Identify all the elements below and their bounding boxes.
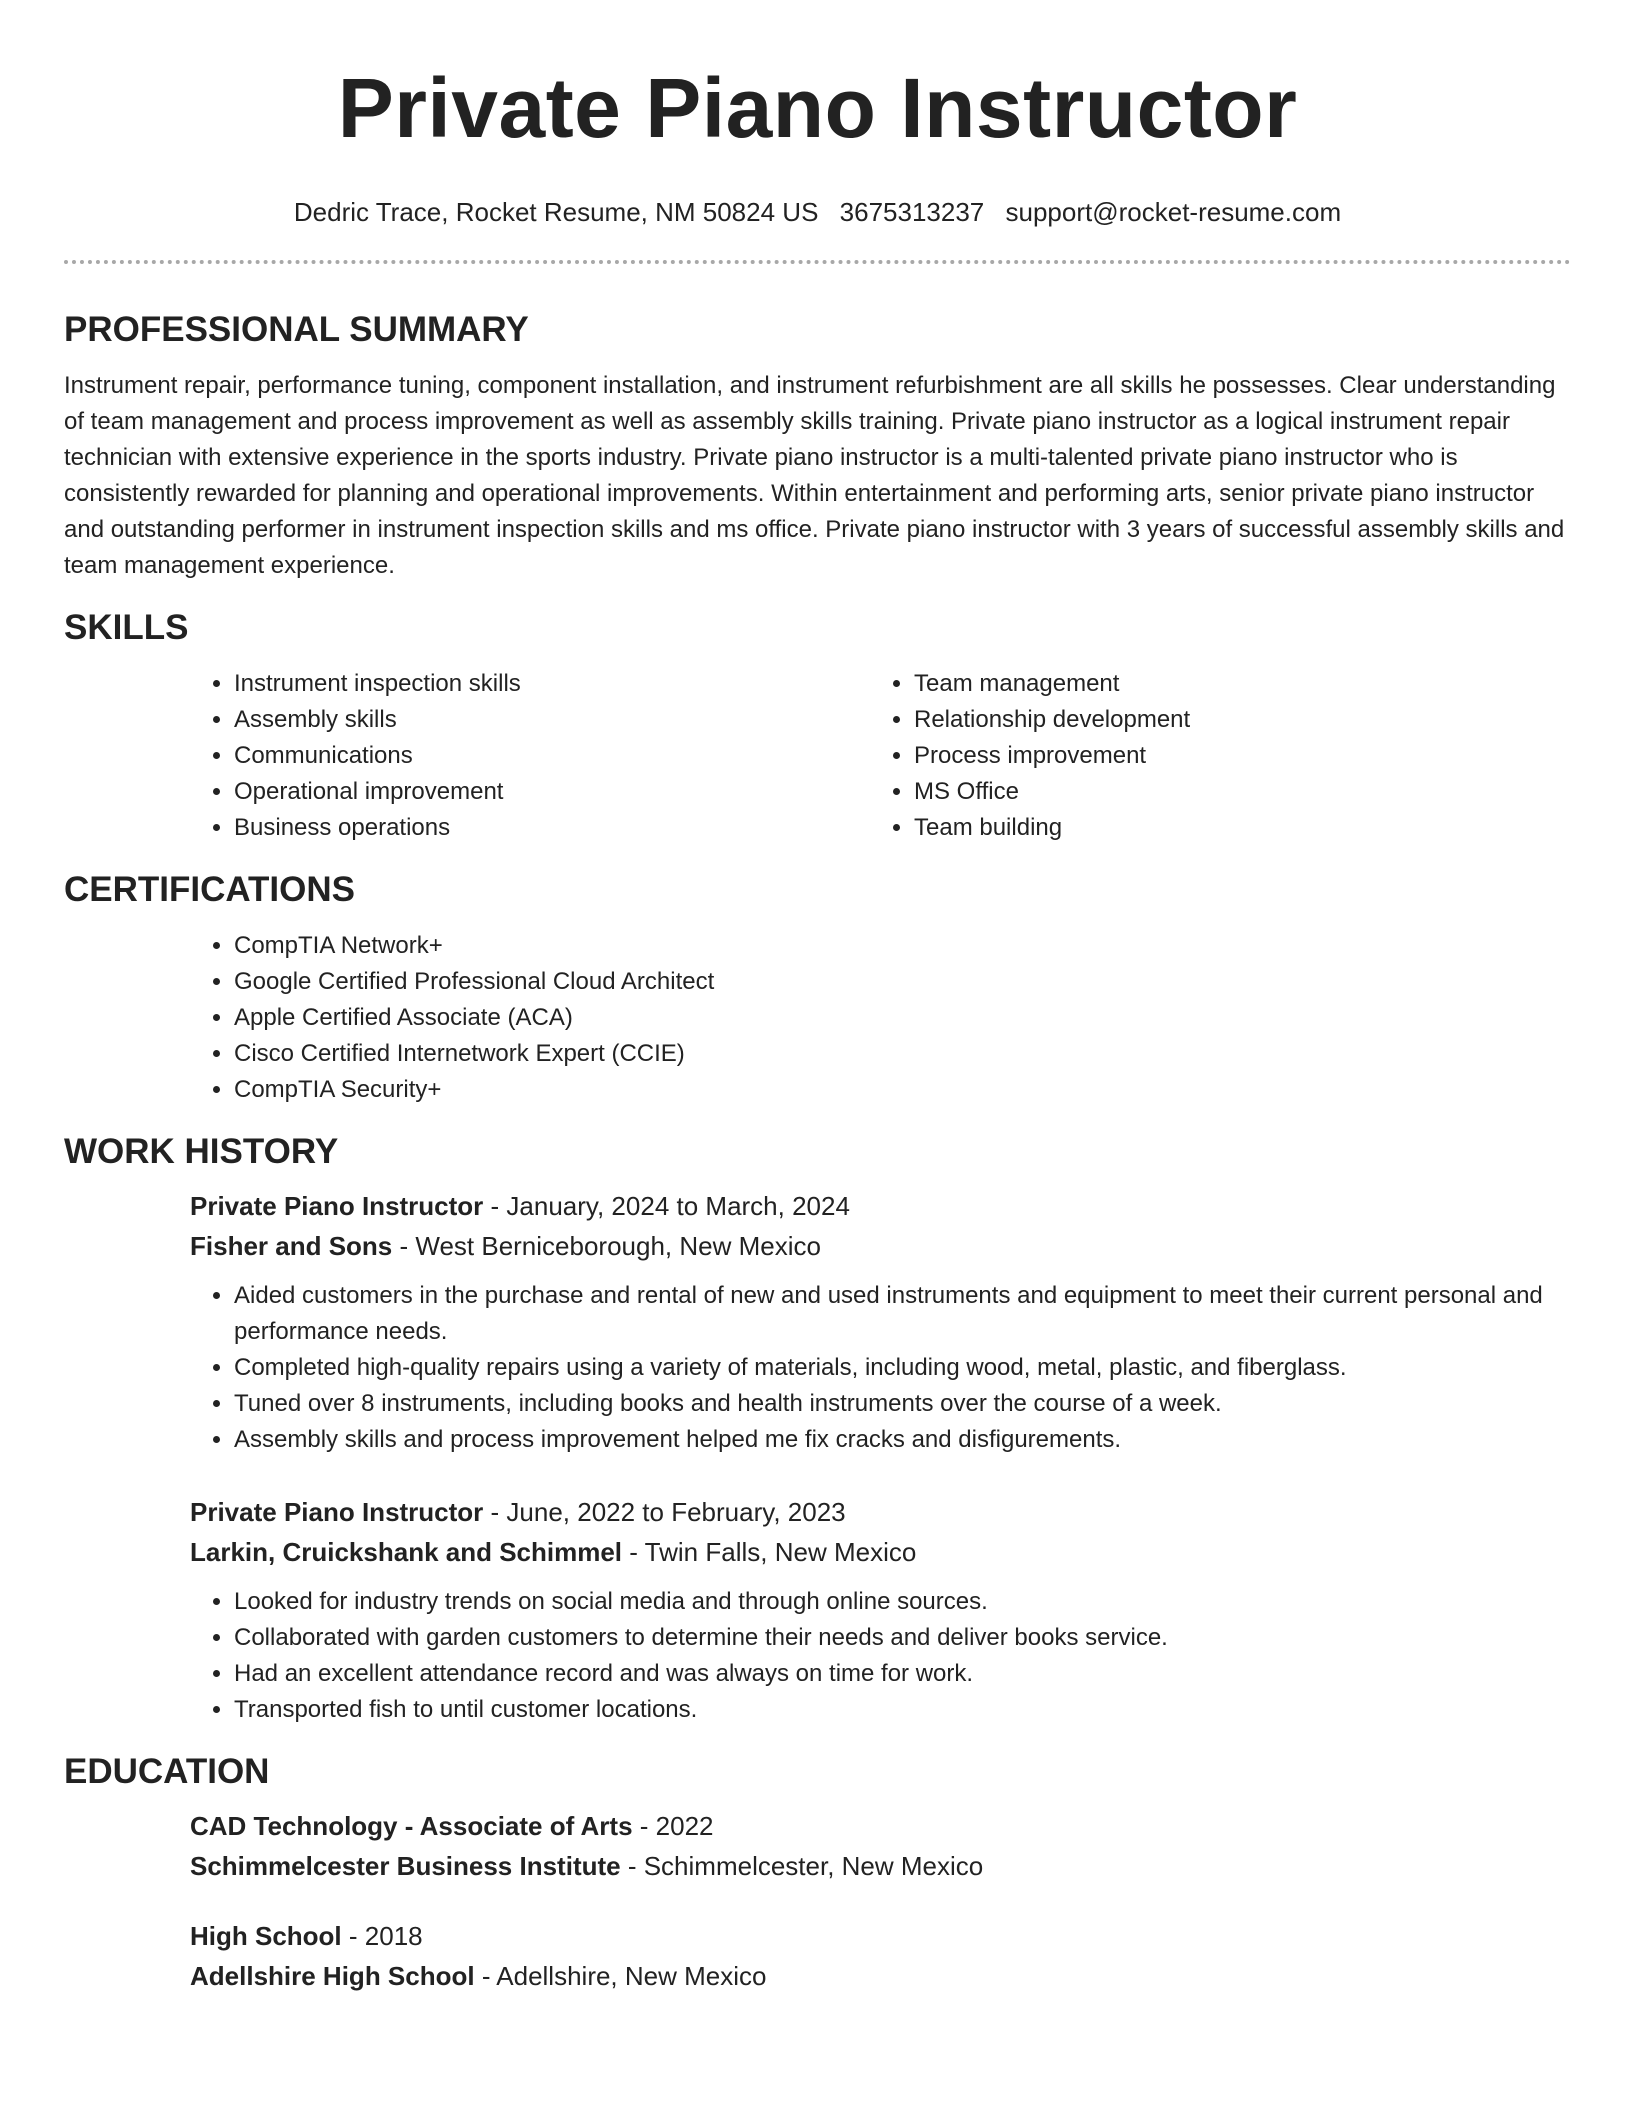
job-company: Larkin, Cruickshank and Schimmel [190, 1537, 623, 1567]
job-dates: - June, 2022 to February, 2023 [483, 1497, 846, 1527]
skill-item: • Communications [234, 738, 870, 774]
job-location: - Twin Falls, New Mexico [622, 1537, 917, 1567]
education-entry [190, 1916, 1571, 1996]
job-title: Private Piano Instructor [190, 1191, 484, 1221]
resume-title: Private Piano Instructor [337, 61, 1298, 155]
skills-list [190, 666, 1571, 846]
skills-column-left [190, 666, 870, 846]
skill-item: • Operational improvement [234, 774, 870, 810]
education-degree: CAD Technology - Associate of Arts [190, 1811, 633, 1841]
contact-line [64, 194, 1571, 230]
education-heading: EDUCATION [64, 1752, 270, 1791]
education-location: - Schimmelcester, New Mexico [620, 1851, 984, 1881]
job-company-line [190, 1532, 1571, 1572]
job-bullet: • Tuned over 8 instruments, including books and health instruments over the course of a week. [234, 1386, 1571, 1422]
job-bullet: • Looked for industry trends on social media and through online sources. [234, 1584, 1571, 1620]
job-bullet: • Assembly skills and process improvement helped me fix cracks and disfigurements. [234, 1422, 1571, 1458]
certification-item: • CompTIA Security+ [234, 1072, 1571, 1108]
job-entry [190, 1186, 1571, 1458]
summary-heading: PROFESSIONAL SUMMARY [64, 310, 529, 349]
contact-phone: 3675313237 [839, 197, 985, 227]
contact-email: support@rocket-resume.com [1005, 197, 1342, 227]
job-company: Fisher and Sons [190, 1231, 393, 1261]
job-title-line [190, 1492, 1571, 1532]
certification-item: • Apple Certified Associate (ACA) [234, 1000, 1571, 1036]
education-school-line [190, 1846, 1571, 1886]
job-bullet: • Aided customers in the purchase and rental of new and used instruments and equipment to meet their current personal and performance needs. [234, 1278, 1571, 1350]
job-bullet: • Completed high-quality repairs using a variety of materials, including wood, metal, plastic, and fiberglass. [234, 1350, 1571, 1386]
job-title-line [190, 1186, 1571, 1226]
job-bullet: • Had an excellent attendance record and was always on time for work. [234, 1656, 1571, 1692]
education-school: Schimmelcester Business Institute [190, 1851, 621, 1881]
skills-column-right [870, 666, 1550, 846]
header-divider [64, 260, 1571, 264]
education-year: - 2018 [341, 1921, 423, 1951]
skill-item: • Team building [914, 810, 1550, 846]
certifications-heading: CERTIFICATIONS [64, 870, 356, 909]
education-school: Adellshire High School [190, 1961, 475, 1991]
resume-page [64, 0, 1571, 1996]
education-location: - Adellshire, New Mexico [474, 1961, 767, 1991]
education-degree-line [190, 1916, 1571, 1956]
job-bullet: • Transported fish to until customer locations. [234, 1692, 1571, 1728]
education-degree: High School [190, 1921, 342, 1951]
skill-item: • Process improvement [914, 738, 1550, 774]
job-bullet: • Collaborated with garden customers to determine their needs and deliver books service. [234, 1620, 1571, 1656]
skill-item: • Team management [914, 666, 1550, 702]
contact-address: Dedric Trace, Rocket Resume, NM 50824 US [293, 197, 819, 227]
certifications-list [190, 928, 1571, 1108]
job-location: - West Berniceborough, New Mexico [392, 1231, 821, 1261]
skill-item: • MS Office [914, 774, 1550, 810]
summary-text: Instrument repair, performance tuning, component installation, and instrument refurbishment are all skills he possesses. Clear understanding of team management and process improvement as well as assembly skills training. Private piano instructor as a logical instrument repair technician with extensive experience in the sports industry. Private piano instructor is a multi-talented private piano instructor who is consistently rewarded for planning and operational improvements. Within entertainment and performing arts, senior private piano instructor and outstanding performer in instrument inspection skills and ms office. Private piano instructor with 3 years of successful assembly skills and team management experience. [64, 372, 1565, 579]
skill-item: • Instrument inspection skills [234, 666, 870, 702]
work-heading: WORK HISTORY [64, 1132, 339, 1171]
certification-item: • Google Certified Professional Cloud Architect [234, 964, 1571, 1000]
education-school-line [190, 1956, 1571, 1996]
education-entry [190, 1806, 1571, 1886]
job-company-line [190, 1226, 1571, 1266]
education-degree-line [190, 1806, 1571, 1846]
job-entry [190, 1492, 1571, 1728]
job-title: Private Piano Instructor [190, 1497, 484, 1527]
education-year: - 2022 [632, 1811, 714, 1841]
job-dates: - January, 2024 to March, 2024 [483, 1191, 850, 1221]
certification-item: • Cisco Certified Internetwork Expert (CCIE) [234, 1036, 1571, 1072]
skill-item: • Business operations [234, 810, 870, 846]
skills-heading: SKILLS [64, 608, 189, 647]
skill-item: • Relationship development [914, 702, 1550, 738]
skill-item: • Assembly skills [234, 702, 870, 738]
certification-item: • CompTIA Network+ [234, 928, 1571, 964]
